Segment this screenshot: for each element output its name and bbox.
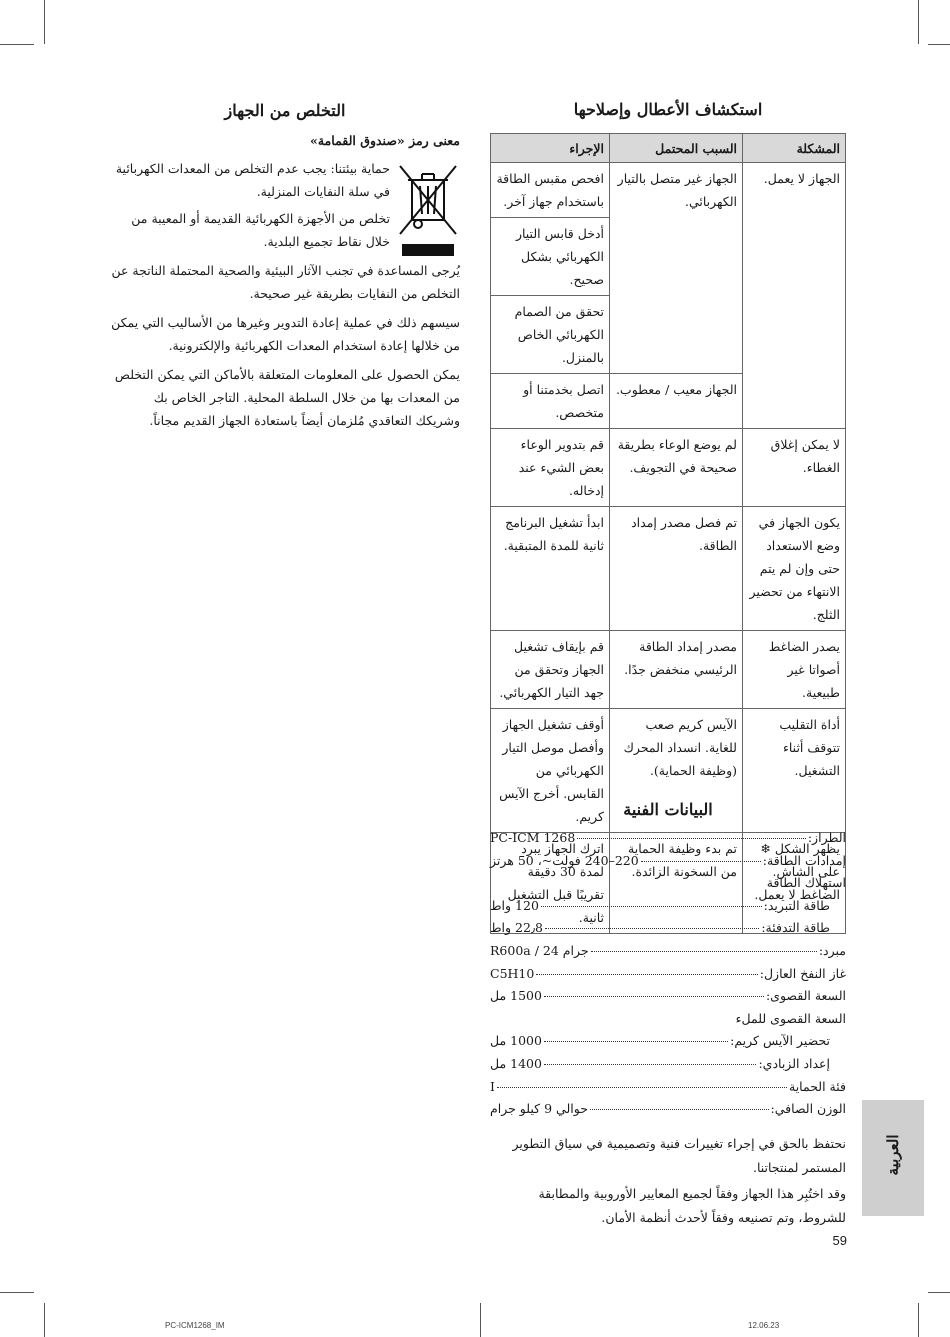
spec-row <box>490 830 846 853</box>
disposal-title: التخلص من الجهاز <box>224 101 346 120</box>
spec-label: إمدادات الطاقة: <box>762 852 846 868</box>
table-row <box>491 631 846 709</box>
cause-cell: مصدر إمداد الطاقة الرئيسي منخفض جدًا. <box>610 631 743 709</box>
spec-value: PC-ICM 1268 <box>490 830 576 845</box>
problem-cell: يكون الجهاز في وضع الاستعداد حتى وإن لم يتم الانتهاء من تحضير الثلج. <box>743 507 846 631</box>
crop-mark <box>0 1292 34 1293</box>
spec-value: C5H10 <box>490 965 535 981</box>
footer-date: 12.06.23 <box>748 1321 780 1330</box>
disposal-paragraph: حماية بيئتنا: يجب عدم التخلص من المعدات الكهربائية في سلة النفايات المنزلية. <box>115 161 390 199</box>
leader-dots <box>641 861 761 862</box>
language-tab <box>862 1100 924 1216</box>
leader-dots <box>544 996 764 997</box>
troubleshooting-title: استكشاف الأعطال وإصلاحها <box>573 100 763 119</box>
spec-row <box>490 1079 846 1102</box>
cause-cell: لم يوضع الوعاء بطريقة صحيحة في التجويف. <box>610 429 743 507</box>
header-cause: السبب المحتمل <box>610 134 743 163</box>
spec-label: فئة الحماية <box>789 1078 846 1094</box>
table-header-row <box>491 134 846 163</box>
crop-mark <box>928 1292 950 1293</box>
header-problem: المشكلة <box>743 134 846 163</box>
action-cell: ابدأ تشغيل البرنامج ثانية للمدة المتبقية. <box>491 507 610 631</box>
crop-mark <box>918 0 919 44</box>
action-cell: قم بإيقاف تشغيل الجهاز وتحقق من جهد التيار الكهربائي. <box>491 631 610 709</box>
table-row <box>491 163 846 218</box>
specs-note: وقد اختُبِر هذا الجهاز وفقاً لجميع المعايير الأوروبية والمطابقة للشروط، وتم تصنيعه وفقاً لأحدث أنظمة الأمان. <box>538 1186 846 1225</box>
crop-mark <box>44 1303 45 1337</box>
leader-dots <box>536 974 757 975</box>
spec-label: غاز النفخ العازل: <box>759 965 846 981</box>
disposal-paragraph: سيسهم ذلك في عملية إعادة التدوير وغيرها من الأساليب التي يمكن من خلالها إعادة استخدام المعدات الكهربائية والإلكترونية. <box>111 315 460 353</box>
problem-cell: يصدر الضاغط أصواتا غير طبيعية. <box>743 631 846 709</box>
crop-mark <box>44 0 45 44</box>
disposal-subtitle: معنى رمز «صندوق القمامة» <box>310 133 460 148</box>
crop-mark <box>918 1303 919 1337</box>
spec-value: 220–240 فولت~، 50 هرتز <box>490 852 639 868</box>
spec-value: 120 واط <box>490 897 539 913</box>
specs-note: نحتفظ بالحق في إجراء تغييرات فنية وتصميمية في سياق التطوير المستمر لمنتجاتنا. <box>512 1136 846 1175</box>
spec-label: السعة القصوى للملء <box>735 1010 846 1026</box>
cause-cell: تم بدء وظيفة الحماية من السخونة الزائدة. <box>610 833 743 934</box>
spec-label: تحضير الآيس كريم: <box>730 1033 830 1049</box>
spec-label: طاقة التدفئة: <box>761 920 830 936</box>
spec-value: I <box>490 1078 495 1094</box>
spec-label: استهلاك الطاقة <box>766 875 846 891</box>
problem-cell: يظهر الشكل ❄ على الشاش. الضاغط لا يعمل. <box>743 833 846 934</box>
spec-row <box>490 898 846 921</box>
spec-value: حوالي 9 كيلو جرام <box>490 1101 588 1117</box>
header-action: الإجراء <box>491 134 610 163</box>
leader-dots <box>541 906 762 907</box>
spec-value: 1400 مل <box>490 1055 542 1071</box>
spec-row <box>490 1011 846 1034</box>
spec-label: الوزن الصافي: <box>770 1101 846 1117</box>
spec-row <box>490 1033 846 1056</box>
leader-dots <box>545 928 759 929</box>
spec-row <box>490 988 846 1011</box>
leader-dots <box>577 838 806 839</box>
disposal-paragraph: تخلص من الأجهزة الكهربائية القديمة أو المعيبة من خلال نقاط تجميع البلدية. <box>131 211 390 249</box>
action-cell: قم بتدوير الوعاء بعض الشيء عند إدخاله. <box>491 429 610 507</box>
leader-dots <box>590 1109 769 1110</box>
spec-label: السعة القصوى: <box>765 988 846 1004</box>
action-cell: اتصل بخدمتنا أو متخصص. <box>491 374 610 429</box>
cause-cell: تم فصل مصدر إمداد الطاقة. <box>610 507 743 631</box>
spec-label: الطراز: <box>807 830 846 845</box>
spec-row <box>490 920 846 943</box>
spec-value: R600a / 24 جرام <box>490 942 589 958</box>
spec-value: 1500 مل <box>490 988 542 1004</box>
spec-row <box>490 943 846 966</box>
spec-label: طاقة التبريد: <box>763 897 830 913</box>
cause-cell: الآيس كريم صعب للغاية. انسداد المحرك (وظيفة الحماية). <box>610 709 743 833</box>
leader-dots <box>544 1064 757 1065</box>
cause-cell: الجهاز معيب / معطوب. <box>610 374 743 429</box>
spec-value: 1000 مل <box>490 1033 542 1049</box>
action-cell: افحص مقبس الطاقة باستخدام جهاز آخر. <box>491 163 610 218</box>
spec-row <box>490 1101 846 1124</box>
crop-mark <box>480 1303 481 1337</box>
leader-dots <box>497 1087 787 1088</box>
crossed-out-wheelie-bin-icon <box>396 160 460 260</box>
action-cell: أوقف تشغيل الجهاز وأفصل موصل التيار الكهربائي من القابس. أخرج الآيس كريم. <box>491 709 610 833</box>
problem-cell: الجهاز لا يعمل. <box>743 163 846 429</box>
problem-cell: أداة التقليب تتوقف أثناء التشغيل. <box>743 709 846 833</box>
leader-dots <box>544 1041 728 1042</box>
disposal-paragraph: يُرجى المساعدة في تجنب الآثار البيئية والصحية المحتملة الناتجة عن التخلص من النفايات بطريقة غير صحيحة. <box>111 263 460 301</box>
spec-label: مبرد: <box>818 942 846 958</box>
spec-value: 22٫8 واط <box>490 920 543 936</box>
spec-row <box>490 966 846 989</box>
language-tab-label: العربية <box>884 1134 902 1176</box>
action-cell: تحقق من الصمام الكهربائي الخاص بالمنزل. <box>491 296 610 374</box>
disposal-paragraph: يمكن الحصول على المعلومات المتعلقة بالأماكن التي يمكن التخلص من المعدات بها من خلال السلطة المحلية. التاجر الخاص بك وشريكك التعاقدي مُلزمان أيضاً باستعادة الجهاز القديم مجاناً. <box>114 367 460 428</box>
cause-cell: الجهاز غير متصل بالتيار الكهربائي. <box>610 163 743 374</box>
leader-dots <box>591 951 817 952</box>
problem-cell: لا يمكن إغلاق الغطاء. <box>743 429 846 507</box>
crop-mark <box>928 44 950 45</box>
spec-row <box>490 853 846 876</box>
spec-label: إعداد الزبادي: <box>758 1055 830 1071</box>
spec-row <box>490 875 846 898</box>
specs-title: البيانات الفنية <box>623 800 713 819</box>
page-number: 59 <box>832 1233 847 1248</box>
action-cell: أدخل قابس التيار الكهربائي بشكل صحيح. <box>491 218 610 296</box>
footer-doc-id: PC-ICM1268_IM <box>165 1321 225 1330</box>
specs-list <box>490 830 846 1124</box>
table-row <box>491 429 846 507</box>
action-cell: اترك الجهاز يبرد لمدة 30 دقيقة تقريبًا قبل التشغيل ثانية. <box>491 833 610 934</box>
table-row <box>491 507 846 631</box>
spec-row <box>490 1056 846 1079</box>
crop-mark <box>0 44 34 45</box>
